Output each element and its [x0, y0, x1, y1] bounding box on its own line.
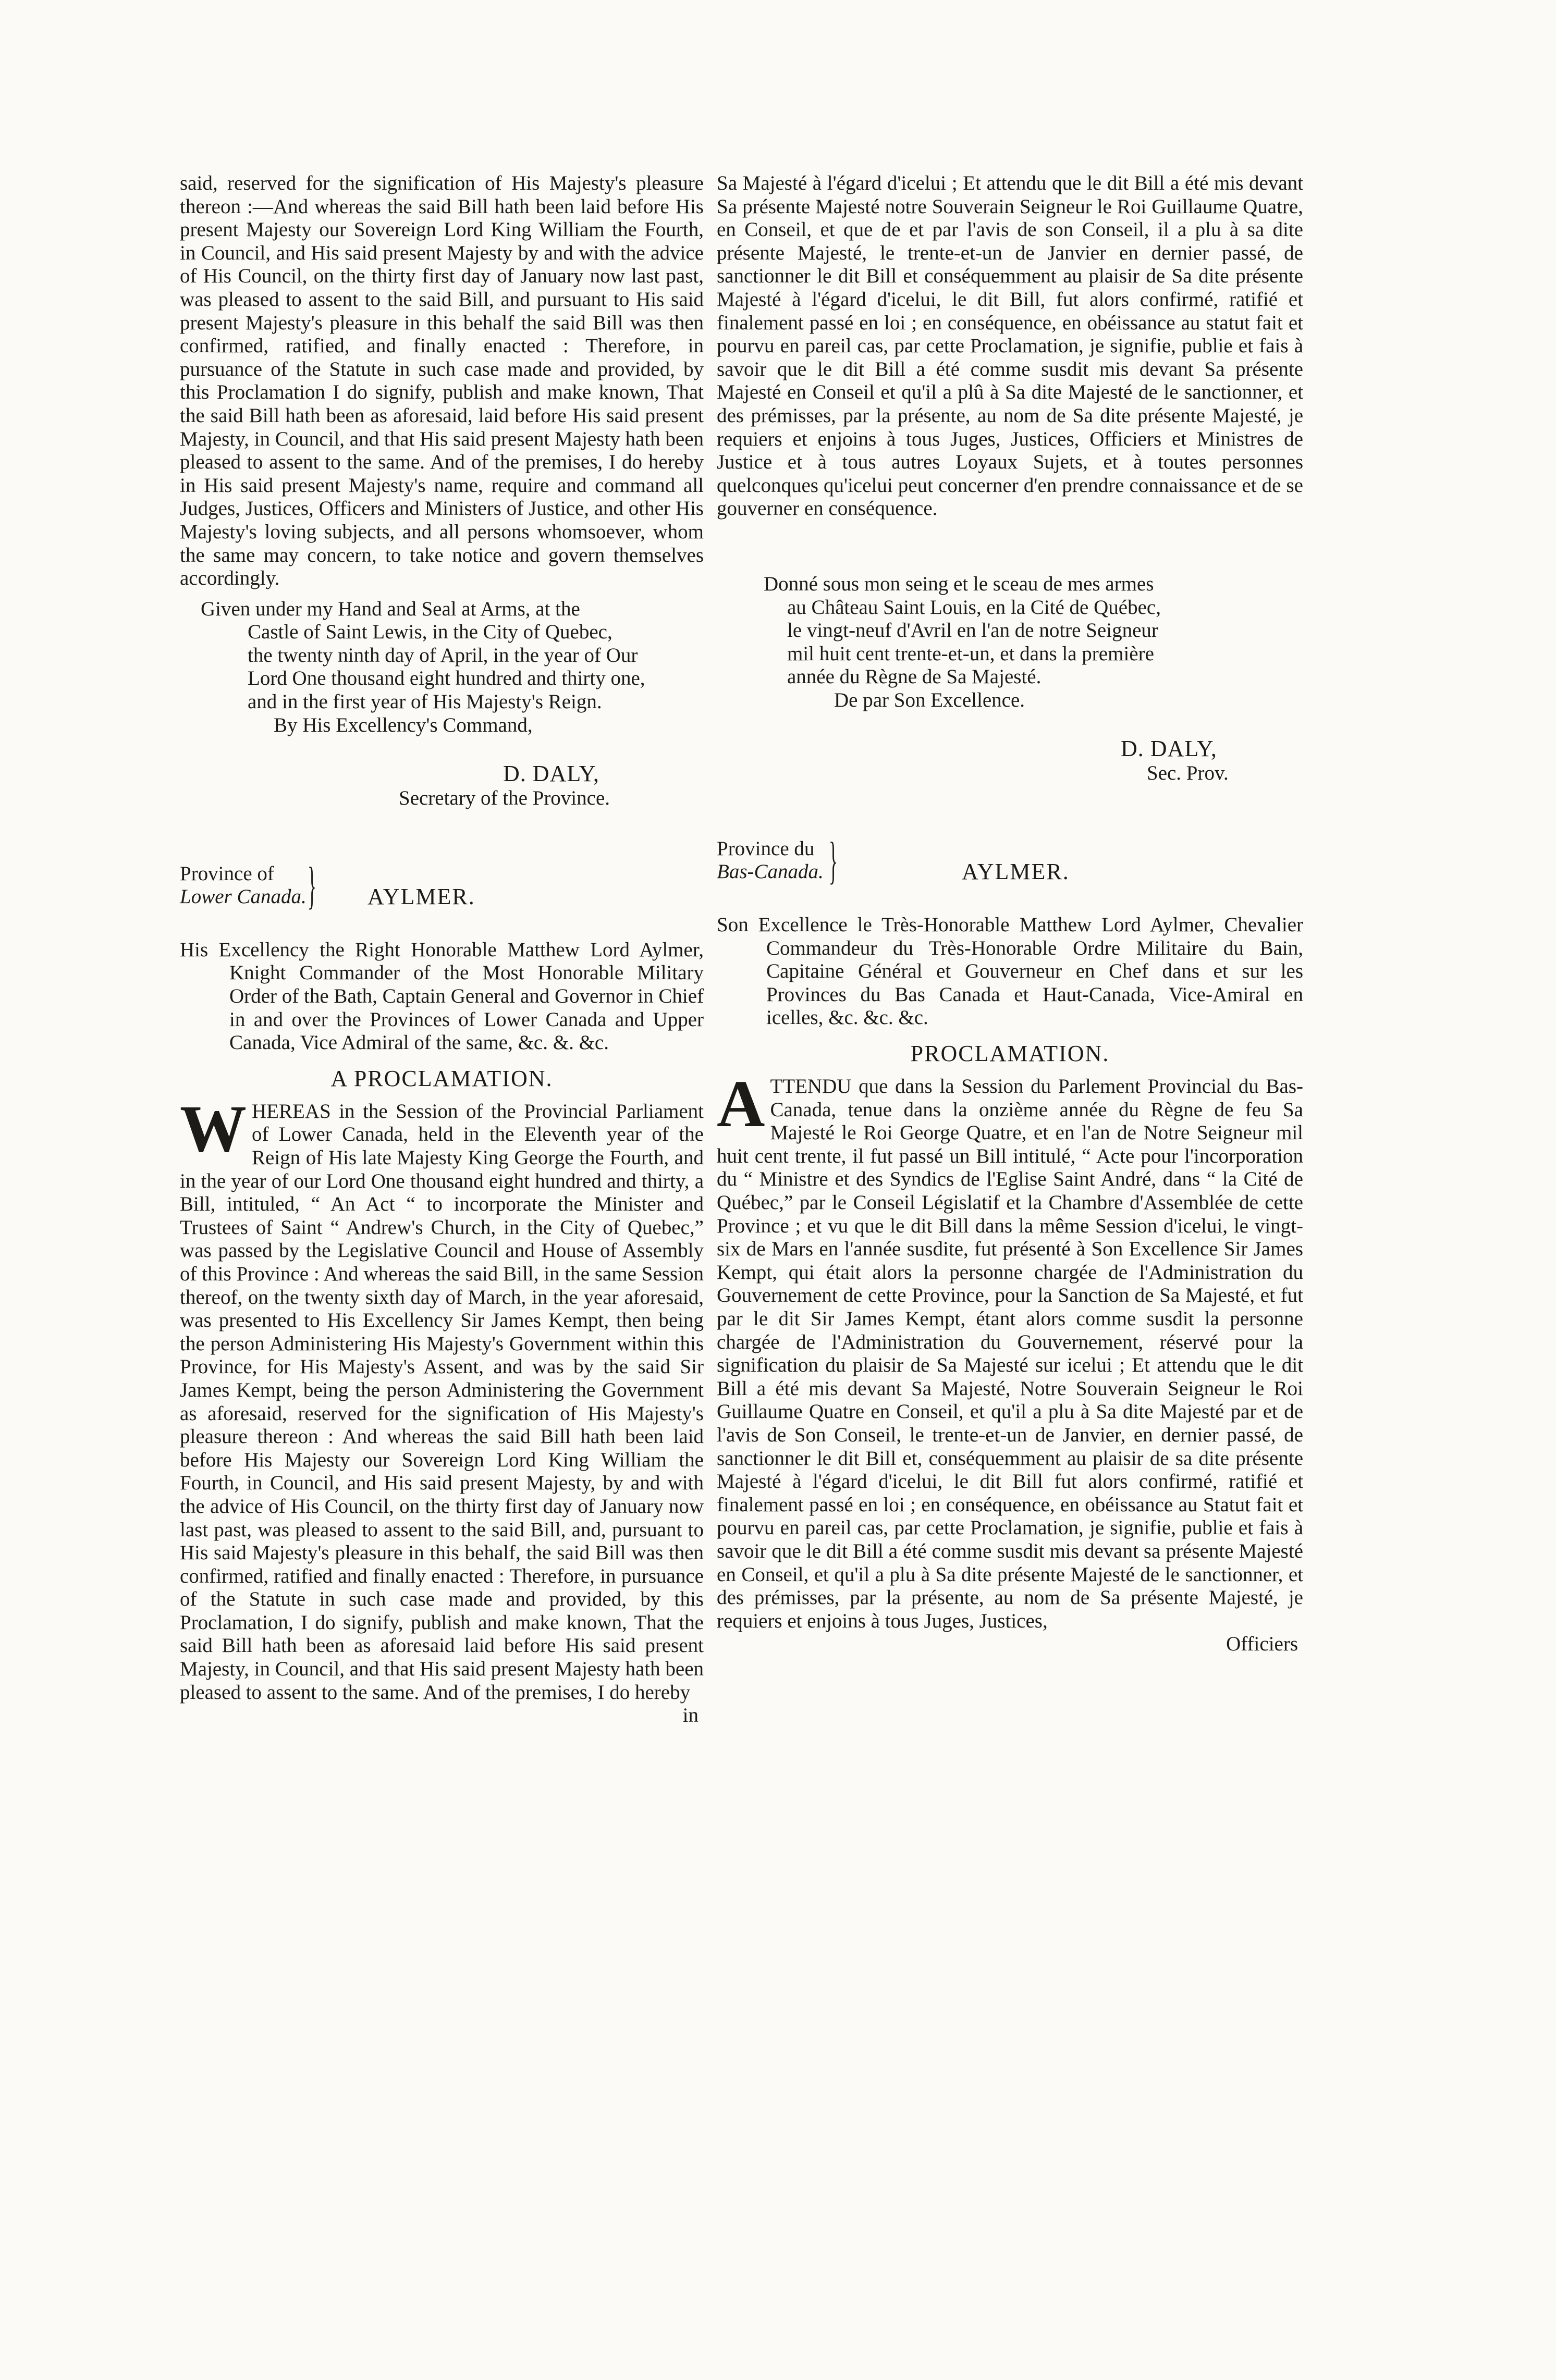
french-province-line1: Province du: [717, 837, 815, 860]
french-drop-cap: A: [717, 1067, 765, 1141]
french-province-header: [717, 831, 1303, 895]
french-by-command: De par Son Excellence.: [834, 688, 1025, 711]
french-proclamation-heading: PROCLAMATION.: [910, 1041, 1110, 1067]
french-given-line: mil huit cent trente-et-un, et dans la première: [787, 642, 1154, 665]
brace-mark: }: [829, 831, 838, 890]
french-given-line: au Château Saint Louis, en la Cité de Québec,: [787, 596, 1161, 619]
english-catchword: in: [682, 1704, 699, 1727]
french-column: [717, 172, 1303, 1656]
french-signatory-title: Sec. Prov.: [1147, 762, 1229, 785]
french-given-line: le vingt-neuf d'Avril en l'an de notre Seigneur: [787, 619, 1158, 642]
french-body-text: TTENDU que dans la Session du Parlement Provincial du Bas-Canada, tenue dans la onzième année du Règne de feu Sa Majesté le Roi George Quatre, et en l'an de Notre Seigneur mil huit cent trente, il fut passé un Bill intitulé, “ Acte pour l'incorporation du “ Ministre et des Syndics de l'Eglise Saint André, dans “ la Cité de Québec,” par le Conseil Législatif et la Chambre d'Assemblée de cette Province ; et vu que le dit Bill dans la même Session d'icelui, le vingt-six de Mars en l'année susdite, fut présenté à Son Excellence Sir James Kempt, qui était alors la personne chargée de l'Administration du Gouvernement de cette Province, pour la Sanction de Sa Majesté, et fut par le dit Sir James Kempt, étant alors comme susdit la personne chargée de l'Administration du Gouvernement, réservé pour la signification du plaisir de Sa Majesté sur icelui ; Et attendu que le dit Bill a été mis devant Sa Majesté, Notre Souverain Seigneur le Roi Guillaume Quatre en Conseil, et qu'il a plu à Sa dite Majesté par et de l'avis de Son Conseil, le trente-et-un de Janvier, en dernier passé, de sanctionner le dit Bill et, conséquemment au plaisir de sa dite présente Majesté à l'égard d'icelui, le dit Bill fut alors confirmé, ratifié et finalement passé en loi ; en conséquence, en obéissance au Statut fait et pourvu en pareil cas, par cette Proclamation, je signifie, publie et fais à savoir que le dit Bill a été comme susdit mis devant sa présente Majesté en Conseil, et qu'il a plu à Sa dite présente Majesté de le sanctionner, et des prémisses, par la présente, au nom de Sa présente Majesté, je requiers et enjoins à tous Juges, Justices,: [717, 1075, 1303, 1632]
english-province-header: [180, 856, 704, 920]
english-given-line: the twenty ninth day of April, in the year of Our: [248, 644, 638, 667]
english-proclamation-body: [180, 1091, 704, 1704]
french-excellency-title: Son Excellence le Très-Honorable Matthew Lord Aylmer, Chevalier Commandeur du Très-Honorable Ordre Militaire du Bain, Capitaine Général et Gouverneur en Chef dans et sur les Provinces du Bas Canada et Haut-Canada, Vice-Amiral en icelles, &c. &c. &c.: [717, 914, 1303, 1029]
french-given-line: année du Règne de Sa Majesté.: [787, 665, 1042, 688]
english-signatory-title: Secretary of the Province.: [399, 787, 610, 810]
french-signatory-name: D. DALY,: [1121, 736, 1217, 762]
english-given-block: [180, 598, 704, 737]
french-given-line: Donné sous mon seing et le sceau de mes armes: [764, 572, 1154, 595]
english-column: [180, 172, 704, 1728]
english-by-command: By His Excellency's Command,: [274, 713, 533, 736]
english-proclamation-heading: A PROCLAMATION.: [330, 1065, 553, 1091]
english-given-line: Lord One thousand eight hundred and thirty one,: [248, 667, 645, 690]
english-governor-name: AYLMER.: [367, 883, 475, 909]
english-body-text: HEREAS in the Session of the Provincial Parliament of Lower Canada, held in the Eleventh year of the Reign of His late Majesty King George the Fourth, and in the year of our Lord One thousand eight hundred and thirty, a Bill, intituled, “ An Act “ to incorporate the Minister and Trustees of Saint “ Andrew's Church, in the City of Quebec,” was passed by the Legislative Council and House of Assembly of this Province : And whereas the said Bill, in the same Session thereof, on the twenty sixth day of March, in the year aforesaid, was presented to His Excellency Sir James Kempt, then being the person Administering His Majesty's Government within this Province, for His Majesty's Assent, and was by the said Sir James Kempt, being the person Administering the Government as aforesaid, reserved for the signification of His Majesty's pleasure thereon : And whereas the said Bill hath been laid before His Majesty our Sovereign Lord King William the Fourth, in Council, and His said present Majesty, by and with the advice of His Council, on the thirty first day of January now last past, was pleased to assent to the said Bill, and, pursuant to His said Majesty's pleasure in this behalf, the said Bill was then confirmed, ratified and finally enacted : Therefore, in pursuance of the Statute in such case made and provided, by this Proclamation, I do signify, publish and make known, That the said Bill hath been as aforesaid laid before His said present Majesty, in Council, and that His said present Majesty hath been pleased to assent to the same. And of the premises, I do hereby: [180, 1100, 704, 1704]
french-province-line2: Bas-Canada.: [717, 860, 824, 883]
english-given-line: Given under my Hand and Seal at Arms, at the: [201, 597, 580, 620]
english-province-line2: Lower Canada.: [180, 885, 307, 908]
french-opening-paragraph: Sa Majesté à l'égard d'icelui ; Et attendu que le dit Bill a été mis devant Sa présente Majesté notre Souverain Seigneur le Roi Guillaume Quatre, en Conseil, et que de et par l'avis de son Conseil, il a plu à sa dite présente Majesté, le trente-et-un de Janvier en dernier passé, de sanctionner le dit Bill et conséquemment au plaisir de Sa dite présente Majesté à l'égard d'icelui, le dit Bill, fut alors confirmé, ratifié et finalement passé en loi ; en conséquence, en obéissance au statut fait et pourvu en pareil cas, par cette Proclamation, je signifie, publie et fais à savoir que le dit Bill a été comme susdit mis devant Sa présente Majesté en Conseil et qu'il a plû à Sa dite Majesté de le sanctionner, et des prémisses, par la présente, au nom de Sa dite présente Majesté, je requiers et enjoins à tous Juges, Justices, Officiers et Ministres de Justice et à tous autres Loyaux Sujets, et à toutes personnes quelconques qu'icelui peut concerner d'en prendre connaissance et de se gouverner en conséquence.: [717, 172, 1303, 520]
english-drop-cap: W: [180, 1091, 247, 1166]
french-province-label: [717, 837, 824, 883]
english-opening-paragraph: said, reserved for the signification of His Majesty's pleasure thereon :—And whereas the said Bill hath been laid before His present Majesty our Sovereign Lord King William the Fourth, in Council, and His said present Majesty by and with the advice of His Council, on the thirty first day of January now last past, was pleased to assent to the said Bill, and pursuant to His said present Majesty's pleasure in this behalf the said Bill was then confirmed, ratified, and finally enacted : Therefore, in pursuance of the Statute in such case made and provided, by this Proclamation I do signify, publish and make known, That the said Bill hath been as aforesaid, laid before His said present Majesty, in Council, and that His said present Majesty hath been pleased to assent to the same. And of the premises, I do hereby in His said present Majesty's name, require and command all Judges, Justices, Officers and Ministers of Justice, and other His Majesty's loving subjects, and all persons whomsoever, whom the same may concern, to take notice and govern themselves accordingly.: [180, 172, 704, 590]
brace-mark: }: [308, 856, 316, 914]
english-province-line1: Province of: [180, 862, 274, 885]
french-catchword: Officiers: [1226, 1633, 1298, 1656]
english-given-line: Castle of Saint Lewis, in the City of Quebec,: [248, 621, 612, 644]
french-given-block: [717, 573, 1303, 712]
french-proclamation-body: [717, 1067, 1303, 1633]
french-governor-name: AYLMER.: [962, 859, 1070, 885]
english-excellency-title: His Excellency the Right Honorable Matthew Lord Aylmer, Knight Commander of the Most Honorable Military Order of the Bath, Captain General and Governor in Chief in and over the Provinces of Lower Canada and Upper Canada, Vice Admiral of the same, &c. &. &c.: [180, 938, 704, 1054]
english-given-line: and in the first year of His Majesty's Reign.: [248, 690, 602, 713]
english-province-label: [180, 862, 307, 908]
english-signatory-name: D. DALY,: [503, 761, 599, 787]
